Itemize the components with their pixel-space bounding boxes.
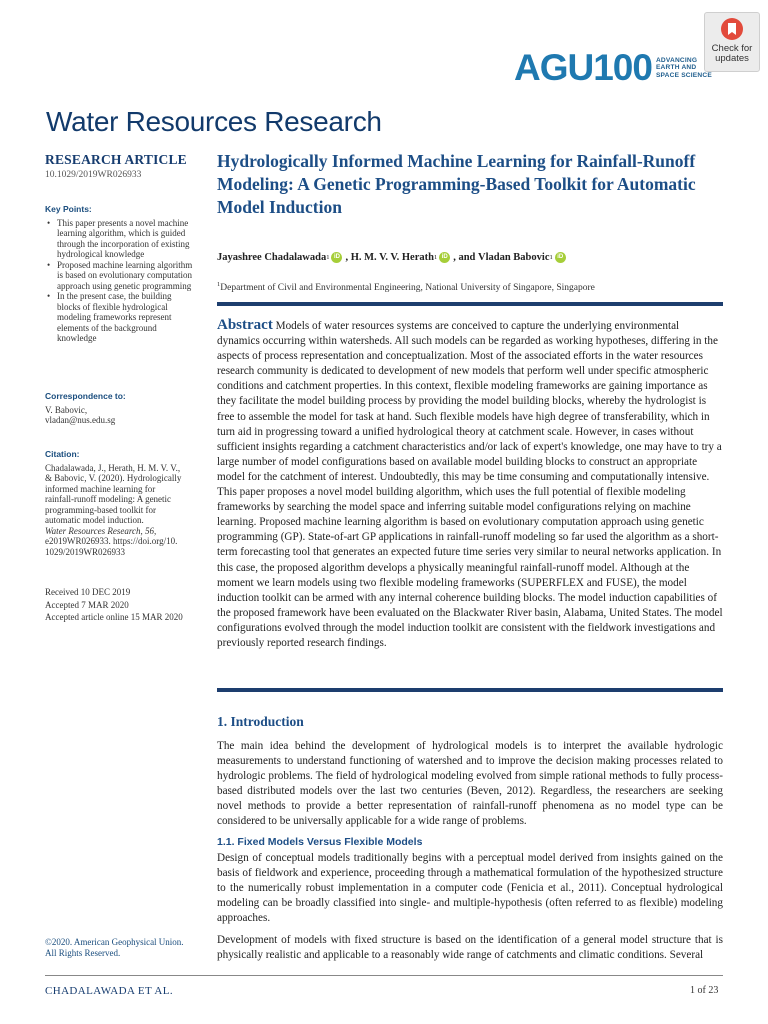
divider xyxy=(217,302,723,306)
correspondence-text[interactable]: V. Babovic, vladan@nus.edu.sg xyxy=(45,404,116,425)
subsection-heading: 1.1. Fixed Models Versus Flexible Models xyxy=(217,836,423,848)
citation-doi[interactable]: e2019WR026933. https://doi.org/10. 1029/2019WR026933 xyxy=(45,536,178,557)
citation-journal: Water Resources Research, 56, xyxy=(45,525,157,536)
list-item: • This paper presents a novel machine learning algorithm, which is guided through the incorporation of existing hydrological knowledge xyxy=(45,218,195,260)
article-type: RESEARCH ARTICLE xyxy=(45,152,187,167)
logo-wordmark: AGU100 xyxy=(514,47,652,88)
divider xyxy=(217,688,723,692)
orcid-icon[interactable]: iD xyxy=(439,252,450,263)
abstract-body: Models of water resources systems are conceived to capture the underlying environmental dynamics occurring within watersheds. All such models can be regarded as working hypotheses, differing in the aspects of process representation and conceptualization. Most of the associated efforts in the water resources research community is dedicated to development of new models that perform well under specific atmospheric conditions and catchment properties. In this context, flexible modeling frameworks are gaining importance as they facilitate the model building process by providing the model building blocks, whereby the hydrologist is free to assemble the model for task at hand. Such flexible models have high degree of transferability, which in turn aid in progressing toward a unified hydrological theory at catchment scale. However, in cases without sufficient insights regarding a catchment characteristics and/or lack of expert's knowledge, one may have to try a large number of model configurations based on available model building blocks to construct an appropriate model for the catchment of interest. Undoubtedly, this may be time consuming and computationally intensive. This paper proposes a novel model building algorithm, which uses the full potential of flexible modeling frameworks by searching the model space and inferring suitable model configurations relying on machine learning. Proposed machine learning algorithm is based on evolutionary computation approach using genetic programming (GP). State-of-art GP applications in rainfall-runoff modeling so far used the algorithm as a short-term forecasting tool that generates an expected future time series very similar to neural networks application. In this case, the proposed algorithm develops a physically meaningful rainfall-runoff model. Although at the moment we learn models using two flexible modeling frameworks (SUPERFLEX and FUSE), the model induction toolkit can be armed with any internal coherence building blocks. The model induction capabilities of the proposed framework have been evaluated on the Blackwater River basin, Alabama, United States. The model configurations evolved through the model induction toolkit are consistent with the fieldwork investigations and previously reported research findings. xyxy=(217,320,723,649)
abstract xyxy=(217,318,723,651)
copyright: ©2020. American Geophysical Union. All Rights Reserved. xyxy=(45,937,184,958)
key-points-heading: Key Points: xyxy=(45,204,92,214)
list-item: • In the present case, the building blocks of flexible hydrological modeling frameworks represent elements of the background knowledge xyxy=(45,291,195,344)
citation xyxy=(45,449,195,557)
author-name[interactable]: Vladan Babovic xyxy=(478,252,550,263)
footer-divider xyxy=(45,975,723,976)
orcid-icon[interactable]: iD xyxy=(555,252,566,263)
running-head: CHADALAWADA ET AL. xyxy=(45,985,174,997)
paragraph: Development of models with fixed structure is based on the identification of a general model structure that is physically realistic and applicable to a reasonably wide range of catchments and climatic conditions. Several xyxy=(217,934,723,962)
key-points-list xyxy=(45,218,195,344)
orcid-icon[interactable]: iD xyxy=(331,252,342,263)
bookmark-icon xyxy=(720,17,744,41)
citation-text: Chadalawada, J., Herath, H. M. V. V., & Babovic, V. (2020). Hydrologically informed machine learning for rainfall-runoff modeling: A genetic programming-based toolkit for automatic model induction. xyxy=(45,462,182,525)
logo-tagline: ADVANCING EARTH AND SPACE SCIENCE xyxy=(655,56,712,79)
citation-heading: Citation: xyxy=(45,449,80,459)
doi[interactable]: 10.1029/2019WR026933 xyxy=(45,170,142,180)
abstract-heading: Abstract xyxy=(217,317,273,333)
page-number: 1 of 23 xyxy=(690,985,719,996)
journal-title: Water Resources Research xyxy=(46,106,382,137)
article-dates: Received 10 DEC 2019 Accepted 7 MAR 2020 Accepted article online 15 MAR 2020 xyxy=(45,587,183,622)
key-points xyxy=(45,204,195,344)
author-name[interactable]: H. M. V. V. Herath xyxy=(350,252,434,263)
section-heading: 1. Introduction xyxy=(217,714,304,729)
author-name[interactable]: Jayashree Chadalawada xyxy=(217,252,327,263)
correspondence xyxy=(45,391,195,426)
correspondence-heading: Correspondence to: xyxy=(45,391,126,401)
paragraph: Design of conceptual models traditionally begins with a perceptual model derived from insights gained on the basis of fieldwork and experience, proceeding through a mathematical formulation of the hypothesized structure to the numerically robust implementation in a computer code (Fenicia et al., 2011). Conceptual hydrological modeling can be broadly classified into single- and multiple-hypothesis (often referred to as flexible) modeling approaches. xyxy=(217,852,723,925)
agu-logo xyxy=(514,47,712,88)
author-list: Jayashree Chadalawada 1 iD , H. M. V. V. Herath 1 iD , and Vladan Babovic 1 iD xyxy=(217,252,569,263)
article-title: Hydrologically Informed Machine Learning for Rainfall-Runoff Modeling: A Genetic Programming-Based Toolkit for Automatic Model Induction xyxy=(217,151,696,217)
check-for-updates-button[interactable]: Check for updates xyxy=(704,12,760,72)
list-item: • Proposed machine learning algorithm is based on evolutionary computation approach using genetic programming xyxy=(45,260,195,292)
affiliation: $^1$Department of Civil and Environmental Engineering, National University of Singapore, Singapore xyxy=(217,281,595,294)
paragraph: The main idea behind the development of hydrological models is to interpret the available hydrologic measurements to understand functioning of watershed and to improve the decision making processes related to hydrologic problems. The field of hydrological modeling evolved from simple rational methods to fully process-based distributed models over the last two centuries (Beven, 2012). Regardless, the researchers are seeking novel methods to provide a better representation of rainfall-runoff phenomena as no model type can be considered to be universally applicable for a wide range of problems. xyxy=(217,740,723,828)
